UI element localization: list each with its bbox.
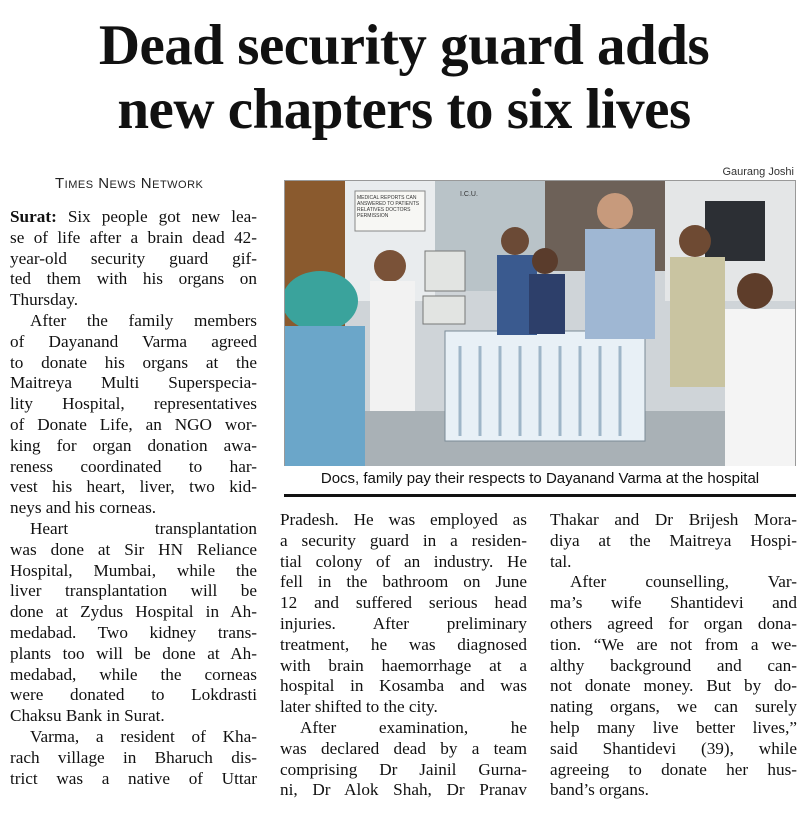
article-line: tial colony of an industry. He — [280, 551, 527, 571]
article-line: se of life after a brain dead 42- — [10, 227, 257, 247]
article-line: rach village in Bharuch dis- — [10, 747, 257, 767]
article-line: tal. — [550, 551, 572, 571]
byline: Times News Network — [55, 175, 204, 192]
article-line: Surat: Six people got new lea- — [10, 207, 257, 226]
article-line: not donate money. But by do- — [550, 676, 797, 696]
article-line: later shifted to the city. — [280, 697, 438, 717]
article-line: year-old security guard gif- — [10, 248, 257, 268]
article-line: Pradesh. He was employed as — [280, 510, 527, 529]
article-line: a security guard in a residen- — [280, 530, 527, 550]
article-line: 12 and suffered serious head — [280, 593, 527, 613]
article-line: Thursday. — [10, 290, 79, 310]
article-line: injuries. After preliminary — [280, 613, 527, 633]
article-line: treatment, he was diagnosed — [280, 634, 527, 654]
article-line: Heart transplantation — [30, 518, 257, 538]
headline-line-1: Dead security guard adds — [98, 14, 710, 77]
article-line: fell in the bathroom on June — [280, 572, 527, 592]
article-line: of Donate Life, an NGO wor- — [10, 414, 257, 434]
article-line: was declared dead by a team — [280, 738, 527, 758]
photo-icu-sign: I.C.U. — [460, 191, 478, 198]
article-line: help many live better lives,” — [550, 717, 797, 737]
article-line: vest his heart, liver, two kid- — [10, 477, 257, 497]
article-line: others agreed for organ dona- — [550, 613, 797, 633]
headline — [0, 14, 808, 142]
article-line: After the family members — [30, 310, 257, 330]
article-column-2 — [280, 510, 527, 801]
article-line: Thakar and Dr Brijesh Mora- — [550, 510, 797, 529]
article-line: Chaksu Bank in Surat. — [10, 706, 165, 726]
article-line: hospital in Kosamba and was — [280, 676, 527, 696]
headline-line-2: new chapters to six lives — [117, 78, 691, 141]
article-line: Varma, a resident of Kha- — [30, 726, 257, 746]
article-line: liver transplantation will be — [10, 581, 257, 601]
article-line: were donated to Lokdrasti — [10, 685, 257, 705]
article-line: neys and his corneas. — [10, 498, 157, 518]
photo-credit: Gaurang Joshi — [722, 166, 794, 178]
article-line: trict was a native of Uttar — [10, 768, 257, 788]
article-line: was done at Sir HN Reliance — [10, 539, 257, 559]
article-line: althy background and can- — [550, 655, 797, 675]
article-line: After counselling, Var- — [570, 572, 797, 592]
article-line: tion. “We are not from a we- — [550, 634, 797, 654]
article-line: done at Zydus Hospital in Ah- — [10, 602, 257, 622]
article-line: agreeing to donate her hus- — [550, 759, 797, 779]
photo-caption-bar — [284, 466, 796, 497]
article-line: to donate his organs at the — [10, 352, 257, 372]
article-line: diya at the Maitreya Hospi- — [550, 530, 797, 550]
article-line: After examination, he — [300, 717, 527, 737]
article-line: medabad, while the corneas — [10, 664, 257, 684]
article-line: reness coordinated to har- — [10, 456, 257, 476]
article-line: Hospital, Mumbai, while the — [10, 560, 257, 580]
article-line: with brain haemorrhage at a — [280, 655, 527, 675]
article-column-3 — [550, 510, 797, 801]
article-line: ma’s wife Shantidevi and — [550, 593, 797, 613]
article-line: band’s organs. — [550, 780, 649, 800]
article-line: lity Hospital, representatives — [10, 394, 257, 414]
article-line: plants too will be done at Ah- — [10, 643, 257, 663]
article-line: king for organ donation awa- — [10, 435, 257, 455]
news-photo — [284, 180, 796, 467]
article-line: medabad. Two kidney trans- — [10, 622, 257, 642]
photo-illustration — [285, 181, 795, 466]
photo-notice-sign: MEDICAL REPORTS CAN ANSWERED TO PATIENTS RELATIVES DOCTORS PERMISSION — [357, 195, 420, 219]
article-line: ted them with his organs on — [10, 269, 257, 289]
article-column-1 — [10, 207, 257, 789]
article-line: of Dayanand Varma agreed — [10, 331, 257, 351]
article-line: nating organs, we can surely — [550, 697, 797, 717]
article-line: comprising Dr Jainil Gurna- — [280, 759, 527, 779]
article-line: ni, Dr Alok Shah, Dr Pranav — [280, 780, 527, 800]
dateline: Surat: — [10, 207, 57, 226]
article-line: said Shantidevi (39), while — [550, 738, 797, 758]
photo-caption: Docs, family pay their respects to Dayanand Varma at the hospital — [320, 470, 760, 487]
article-line: Maitreya Multi Superspecia- — [10, 373, 257, 393]
